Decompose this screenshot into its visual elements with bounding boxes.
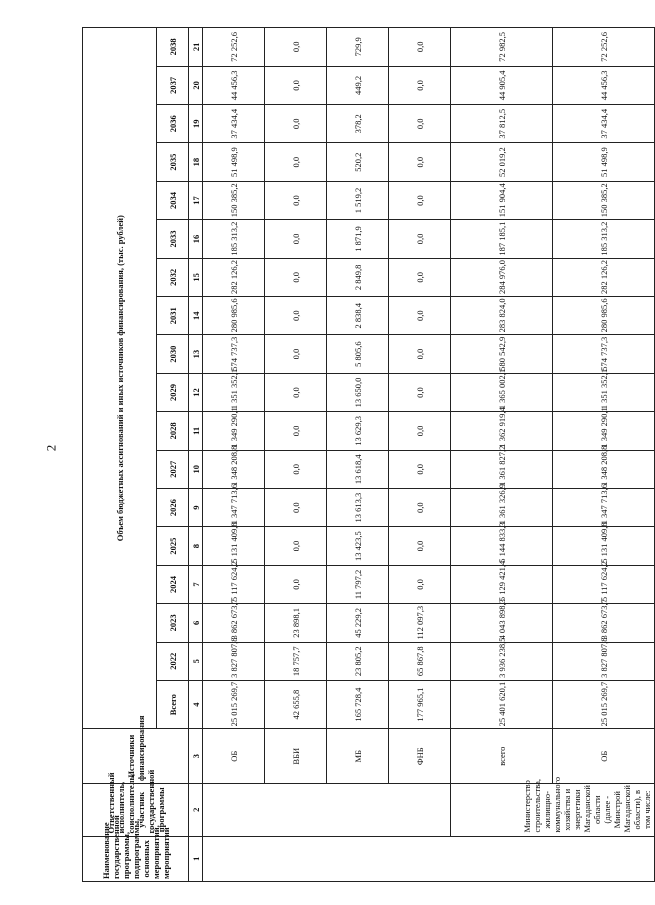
value-cell: 5 131 409,8 [553, 527, 655, 565]
value-cell: 13 423,5 [327, 527, 389, 565]
value-cell: 0,0 [265, 105, 327, 143]
year-header: 2027 [157, 450, 189, 488]
value-cell: 0,0 [389, 66, 451, 104]
value-cell: 574 737,3 [203, 335, 265, 373]
value-cell: 1 871,9 [327, 220, 389, 258]
value-cell: 2 849,8 [327, 258, 389, 296]
value-cell: 0,0 [389, 258, 451, 296]
value-cell: 72 252,6 [553, 28, 655, 67]
value-cell: 37 812,5 [451, 105, 553, 143]
year-header: 2024 [157, 565, 189, 603]
value-cell: 1 347 713,6 [553, 488, 655, 526]
value-cell: 1 348 208,8 [553, 450, 655, 488]
value-cell: 25 401 620,1 [451, 680, 553, 729]
column-number: 2 [189, 783, 203, 836]
value-cell: 187 185,1 [451, 220, 553, 258]
column-number: 7 [189, 565, 203, 603]
header-name: Наименование государственной программы, подпрограммы, основных мероприятий, мероприятий [83, 836, 189, 881]
value-cell: 0,0 [389, 181, 451, 219]
value-cell: 52 019,2 [451, 143, 553, 181]
value-cell: 45 229,2 [327, 604, 389, 642]
table-row [265, 28, 327, 882]
value-cell: 151 904,4 [451, 181, 553, 219]
year-header: 2028 [157, 412, 189, 450]
value-cell: 284 976,0 [451, 258, 553, 296]
value-cell: 282 126,2 [553, 258, 655, 296]
column-number: 17 [189, 181, 203, 219]
value-cell: 72 252,6 [203, 28, 265, 67]
value-cell: 5 129 421,4 [451, 565, 553, 603]
value-cell: 1 347 713,6 [203, 488, 265, 526]
column-number: 1 [189, 836, 203, 881]
year-header: 2038 [157, 28, 189, 67]
year-header: 2035 [157, 143, 189, 181]
value-cell: 3 827 807,8 [203, 642, 265, 680]
column-number: 10 [189, 450, 203, 488]
column-number: 5 [189, 642, 203, 680]
value-cell: 37 434,4 [203, 105, 265, 143]
value-cell: 0,0 [265, 527, 327, 565]
financing-table [82, 27, 655, 882]
value-cell: 0,0 [389, 143, 451, 181]
value-cell: 0,0 [265, 488, 327, 526]
column-number: 12 [189, 373, 203, 411]
value-cell: 0,0 [265, 335, 327, 373]
value-cell: 0,0 [265, 143, 327, 181]
value-cell: 0,0 [265, 66, 327, 104]
value-cell: 51 498,9 [203, 143, 265, 181]
table-row [203, 28, 265, 882]
value-cell: 3 862 673,7 [203, 604, 265, 642]
value-cell: 1 348 208,8 [203, 450, 265, 488]
value-cell: 574 737,3 [553, 335, 655, 373]
value-cell: 13 613,3 [327, 488, 389, 526]
year-header: 2025 [157, 527, 189, 565]
value-cell: 0,0 [265, 297, 327, 335]
value-cell: 0,0 [265, 258, 327, 296]
value-cell: 3 827 807,8 [553, 642, 655, 680]
value-cell: 520,2 [327, 143, 389, 181]
year-header: 2037 [157, 66, 189, 104]
value-cell: 0,0 [389, 565, 451, 603]
value-cell: 5 117 624,2 [203, 565, 265, 603]
source-cell: ФНБ [389, 729, 451, 784]
value-cell: 0,0 [389, 527, 451, 565]
value-cell: 1 361 827,2 [451, 450, 553, 488]
value-cell: 1 351 352,1 [553, 373, 655, 411]
year-header: 2026 [157, 488, 189, 526]
value-cell: 729,9 [327, 28, 389, 67]
source-cell: ОБ [203, 729, 265, 784]
value-cell: 0,0 [389, 297, 451, 335]
value-cell: 18 757,7 [265, 642, 327, 680]
value-cell: 5 131 409,8 [203, 527, 265, 565]
year-header: 2030 [157, 335, 189, 373]
value-cell: 1 351 352,1 [203, 373, 265, 411]
value-cell: 5 805,6 [327, 335, 389, 373]
value-cell: 23 898,1 [265, 604, 327, 642]
column-number: 13 [189, 335, 203, 373]
value-cell: 4 043 898,3 [451, 604, 553, 642]
value-cell: 11 797,2 [327, 565, 389, 603]
value-cell: 177 965,1 [389, 680, 451, 729]
value-cell: 378,2 [327, 105, 389, 143]
column-number: 14 [189, 297, 203, 335]
value-cell: 25 015 269,7 [203, 680, 265, 729]
value-cell: 150 385,2 [553, 181, 655, 219]
value-cell: 280 985,6 [203, 297, 265, 335]
year-header: 2032 [157, 258, 189, 296]
value-cell: 0,0 [389, 488, 451, 526]
program-name-cell [203, 836, 655, 881]
value-cell: 23 805,2 [327, 642, 389, 680]
header-volume: Объем бюджетных ассигнований и иных источников финансирования, (тыс. рублей) [83, 28, 157, 729]
value-cell: 0,0 [389, 412, 451, 450]
value-cell: 0,0 [265, 181, 327, 219]
table-row [553, 28, 655, 882]
value-cell: 0,0 [389, 28, 451, 67]
column-number: 20 [189, 66, 203, 104]
column-number: 9 [189, 488, 203, 526]
value-cell: 0,0 [389, 450, 451, 488]
year-header: 2034 [157, 181, 189, 219]
value-cell: 1 365 002,1 [451, 373, 553, 411]
value-cell: 0,0 [389, 220, 451, 258]
value-cell: 2 838,4 [327, 297, 389, 335]
value-cell: 185 313,2 [553, 220, 655, 258]
value-cell: 44 456,3 [553, 66, 655, 104]
year-header: Всего [157, 680, 189, 729]
value-cell: 72 982,5 [451, 28, 553, 67]
value-cell: 13 650,0 [327, 373, 389, 411]
value-cell: 185 313,2 [203, 220, 265, 258]
value-cell: 5 144 833,3 [451, 527, 553, 565]
value-cell: 3 936 238,5 [451, 642, 553, 680]
value-cell: 1 361 326,9 [451, 488, 553, 526]
value-cell: 0,0 [265, 28, 327, 67]
financing-table-sheet [82, 27, 652, 882]
executor-cell: Министерство строительства, жилищно-коммунального хозяйства и энергетики Магаданской области (далее - Минстрой Магаданской области), в том числе: [451, 783, 655, 836]
value-cell: 0,0 [265, 412, 327, 450]
value-cell: 13 629,3 [327, 412, 389, 450]
source-cell: ВБИ [265, 729, 327, 784]
value-cell: 282 126,2 [203, 258, 265, 296]
value-cell: 0,0 [265, 373, 327, 411]
value-cell: 283 824,0 [451, 297, 553, 335]
value-cell: 0,0 [389, 105, 451, 143]
column-number: 19 [189, 105, 203, 143]
column-number: 11 [189, 412, 203, 450]
table-row [389, 28, 451, 882]
header-source: Источники финансирования [83, 729, 189, 784]
value-cell: 42 655,8 [265, 680, 327, 729]
value-cell: 65 867,8 [389, 642, 451, 680]
column-number: 8 [189, 527, 203, 565]
value-cell: 0,0 [265, 220, 327, 258]
value-cell: 51 498,9 [553, 143, 655, 181]
column-number: 15 [189, 258, 203, 296]
value-cell: 280 985,6 [553, 297, 655, 335]
value-cell: 13 618,4 [327, 450, 389, 488]
value-cell: 5 117 624,2 [553, 565, 655, 603]
source-cell: ОБ [553, 729, 655, 784]
year-header: 2023 [157, 604, 189, 642]
value-cell: 449,2 [327, 66, 389, 104]
value-cell: 580 542,9 [451, 335, 553, 373]
column-number: 3 [189, 729, 203, 784]
value-cell: 0,0 [265, 450, 327, 488]
value-cell: 112 097,3 [389, 604, 451, 642]
value-cell: 165 728,4 [327, 680, 389, 729]
table-row [327, 28, 389, 882]
column-number: 4 [189, 680, 203, 729]
value-cell: 150 385,2 [203, 181, 265, 219]
page-number: 2 [43, 444, 59, 452]
column-number: 6 [189, 604, 203, 642]
value-cell: 3 862 673,7 [553, 604, 655, 642]
table-row [451, 28, 553, 882]
value-cell: 44 905,4 [451, 66, 553, 104]
year-header: 2029 [157, 373, 189, 411]
value-cell: 25 015 269,7 [553, 680, 655, 729]
header-executor: Ответственный исполнитель, соисполнитель, участник государственной программы [83, 783, 189, 836]
value-cell: 37 434,4 [553, 105, 655, 143]
value-cell: 0,0 [389, 335, 451, 373]
value-cell: 44 456,3 [203, 66, 265, 104]
value-cell: 1 519,2 [327, 181, 389, 219]
column-number: 18 [189, 143, 203, 181]
value-cell: 0,0 [265, 565, 327, 603]
column-number: 16 [189, 220, 203, 258]
executor-cell-empty [203, 783, 451, 836]
source-cell: всего [451, 729, 553, 784]
year-header: 2022 [157, 642, 189, 680]
year-header: 2031 [157, 297, 189, 335]
value-cell: 1 362 919,4 [451, 412, 553, 450]
source-cell: МБ [327, 729, 389, 784]
column-number: 21 [189, 28, 203, 67]
value-cell: 1 349 290,1 [203, 412, 265, 450]
year-header: 2036 [157, 105, 189, 143]
year-header: 2033 [157, 220, 189, 258]
value-cell: 1 349 290,1 [553, 412, 655, 450]
value-cell: 0,0 [389, 373, 451, 411]
